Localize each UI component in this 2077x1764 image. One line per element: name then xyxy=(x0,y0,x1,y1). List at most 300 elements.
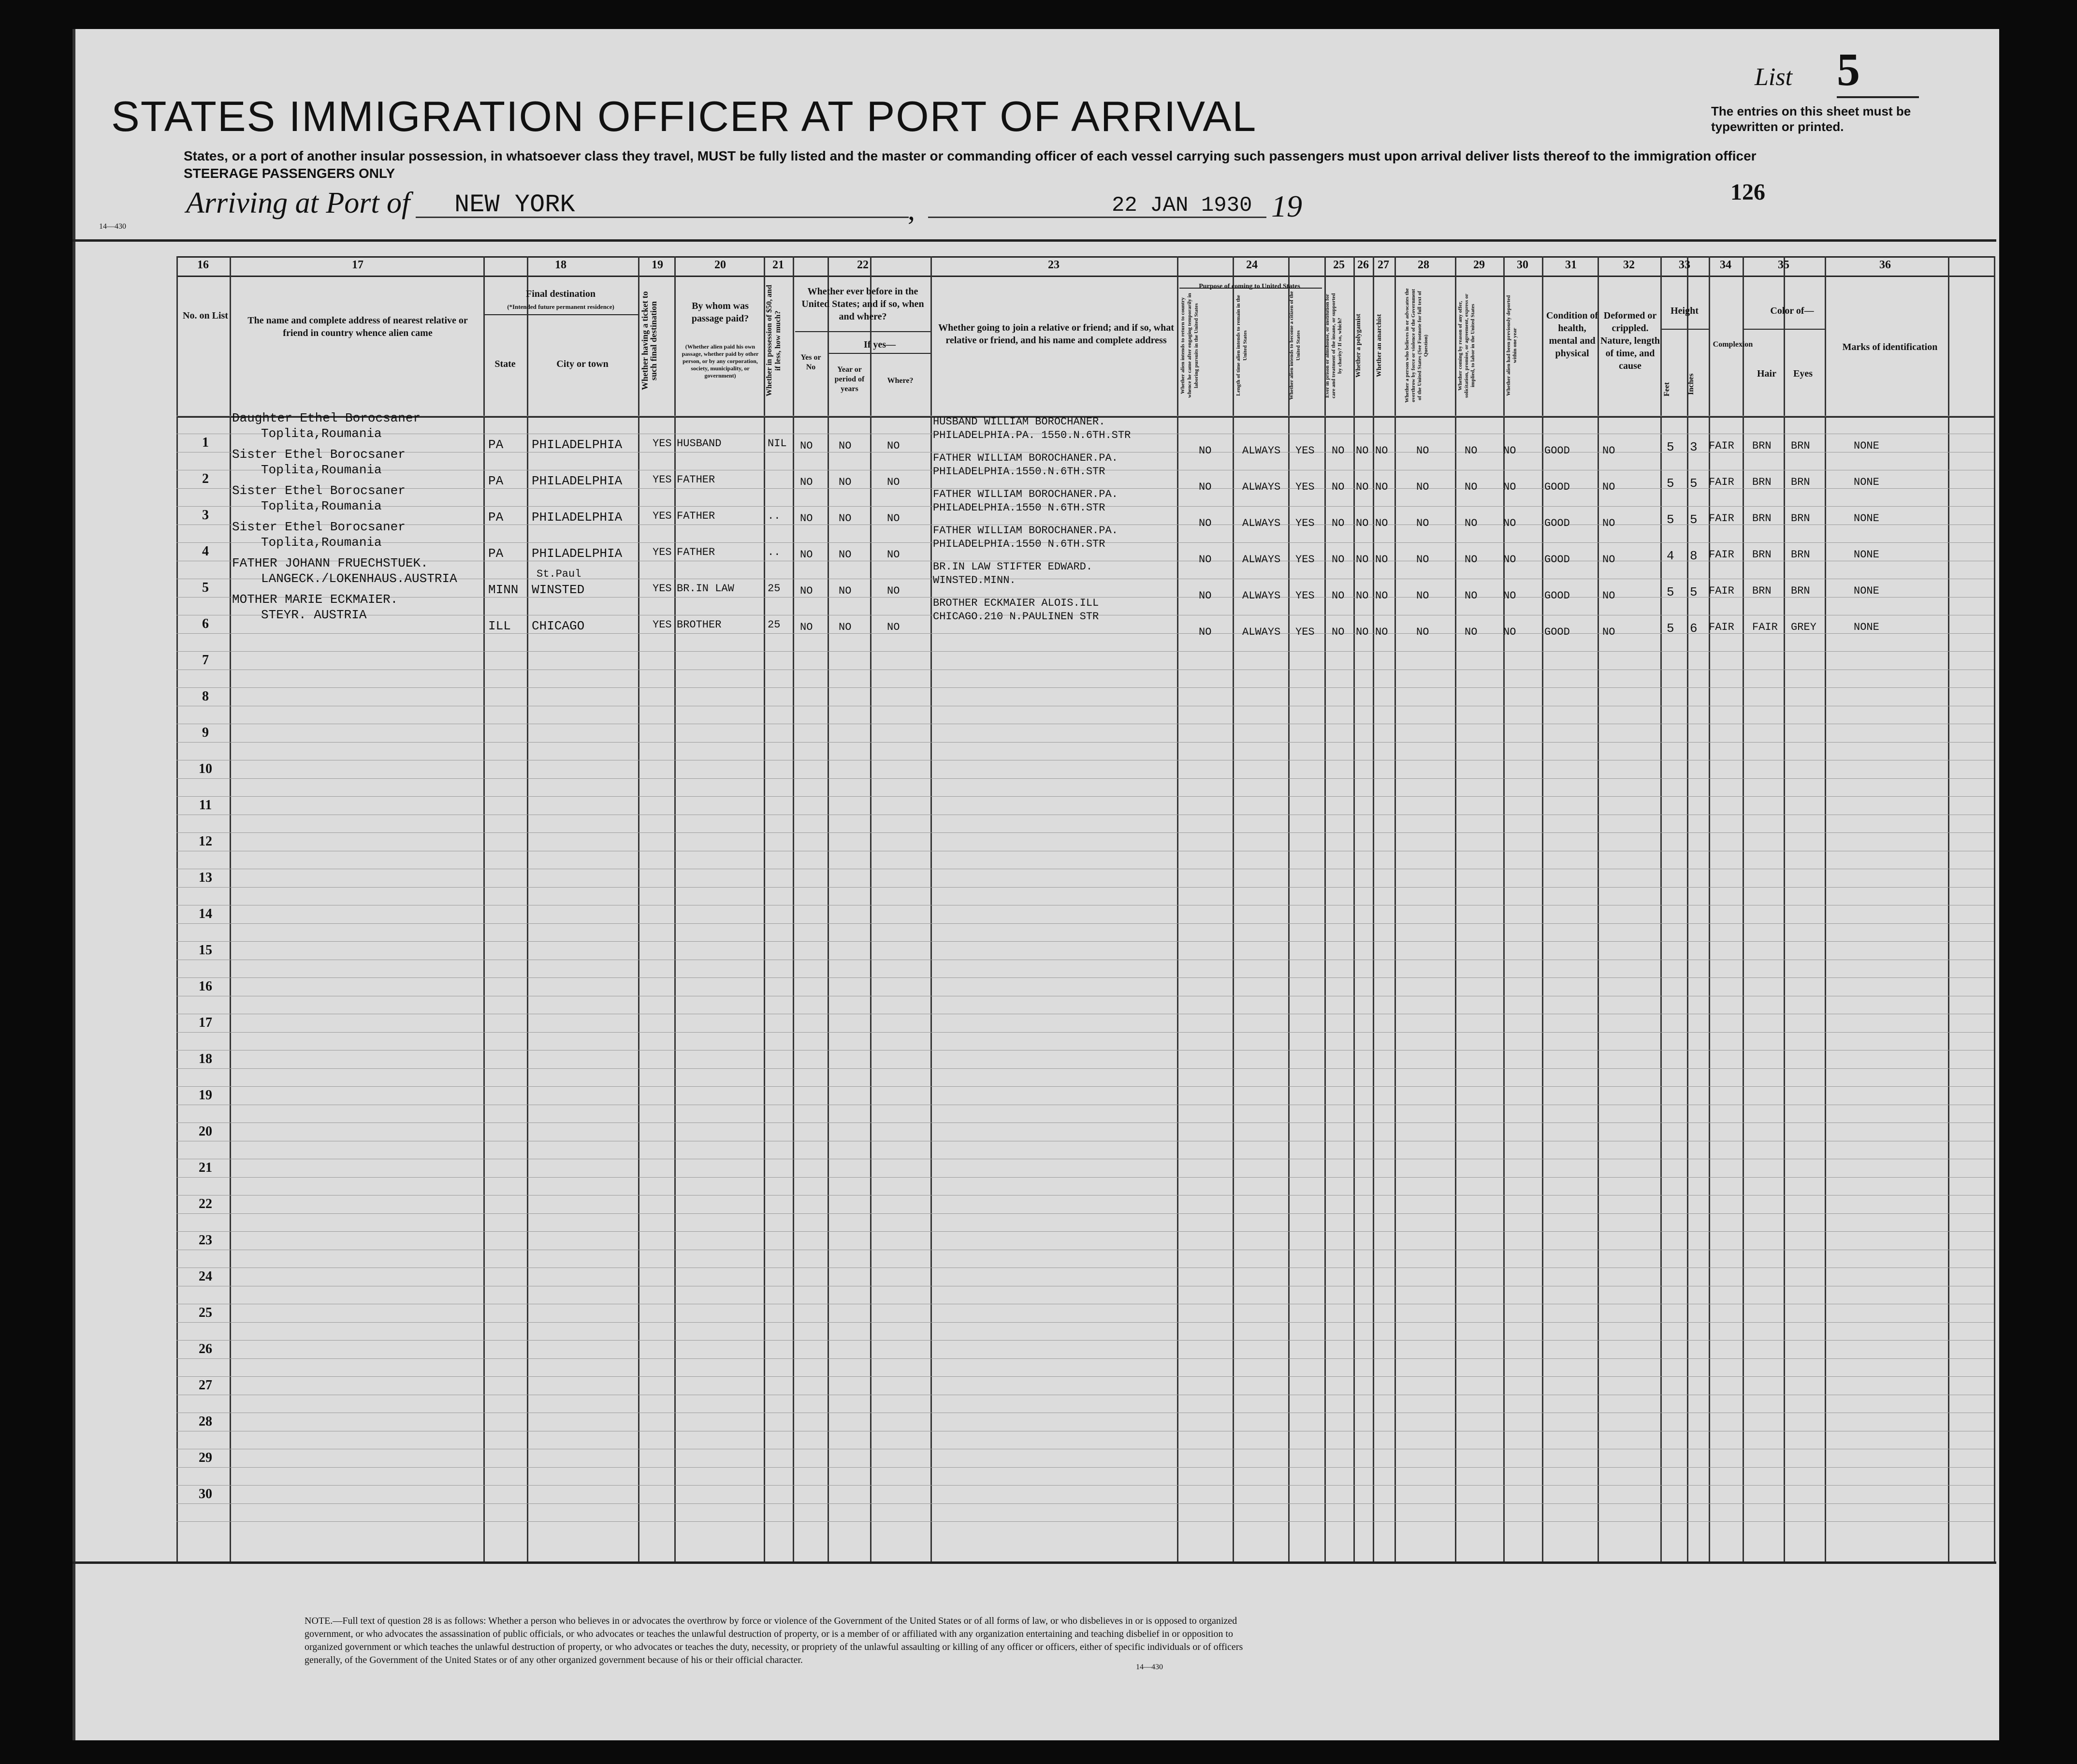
cell-before: NO xyxy=(800,476,813,488)
cell-c27: NO xyxy=(1375,554,1388,566)
cell-deformed: NO xyxy=(1602,481,1615,493)
cell-relative2: Toplita,Roumania xyxy=(261,499,382,513)
header-feet: Feet xyxy=(1663,382,1671,396)
cell-period: NO xyxy=(839,440,852,452)
cell-c29: NO xyxy=(1465,481,1478,493)
table-rule xyxy=(176,1322,1994,1323)
cell-c29: NO xyxy=(1465,517,1478,529)
cell-deformed: NO xyxy=(1602,445,1615,457)
cell-passage: FATHER xyxy=(677,546,715,558)
footnote: NOTE.—Full text of question 28 is as follows: Whether a person who believes in or advocates the overthrow by force or violence of the Government of the United States or of all forms of law, or who disbelieves in or is opposed to organized government, or who advocates the assassination of public officials, or who advocates or teaches the unlawful destruction of property, or is a member of or affiliated with any organization entertaining and teaching disbelief in or opposition to organized government or which teaches the unlawful destruction of property, or who advocates or teaches the duty, necessity, or propriety of the unlawful assaulting or killing of any officer or officers, either of specific individuals or of officers generally, of the Government of the United States or of any other organized government because of his or their official character. xyxy=(305,1616,1243,1665)
list-label: List xyxy=(1755,63,1793,91)
table-rule xyxy=(176,1358,1994,1359)
cell-eyes: BRN xyxy=(1791,440,1810,452)
cell-c24c: YES xyxy=(1295,481,1315,493)
cell-c24c: YES xyxy=(1295,445,1315,457)
cell-c29: NO xyxy=(1465,626,1478,638)
subtitle-line-2: STEERAGE PASSENGERS ONLY xyxy=(184,166,395,181)
column-number: 34 xyxy=(1720,259,1731,271)
cell-period: NO xyxy=(839,585,852,597)
table-rule xyxy=(73,239,1996,242)
column-number: 16 xyxy=(197,259,209,271)
cell-state: ILL xyxy=(488,619,511,633)
cell-c28: NO xyxy=(1416,554,1429,566)
header-color-of: Color of— xyxy=(1770,306,1814,316)
header-31: Condition of health, mental and physical xyxy=(1546,310,1598,359)
header-hair: Hair xyxy=(1757,368,1776,379)
cell-passage: HUSBAND xyxy=(677,437,722,450)
column-number: 36 xyxy=(1879,259,1891,271)
cell-c25: NO xyxy=(1332,554,1345,566)
cell-ticket: YES xyxy=(653,510,672,522)
typewritten-note: The entries on this sheet must be typewritten or printed. xyxy=(1711,104,1911,134)
header-passage: By whom was passage paid? xyxy=(691,301,749,324)
table-rule xyxy=(176,742,1994,743)
year-prefix: 19 xyxy=(1271,189,1302,223)
row-number: 24 xyxy=(199,1269,212,1284)
cell-c29: NO xyxy=(1465,590,1478,602)
cell-c24a: NO xyxy=(1199,590,1212,602)
cell-hair: BRN xyxy=(1752,440,1772,452)
cell-inches: 6 xyxy=(1690,621,1698,636)
cell-city: PHILADELPHIA xyxy=(532,437,623,452)
cell-ticket: YES xyxy=(653,474,672,486)
column-number: 27 xyxy=(1378,259,1389,271)
cell-money: 25 xyxy=(768,583,781,595)
table-rule xyxy=(1660,329,1709,330)
cell-join1: BR.IN LAW STIFTER EDWARD. xyxy=(933,561,1093,573)
cell-c24b: ALWAYS xyxy=(1242,517,1281,529)
cell-c26: NO xyxy=(1356,590,1369,602)
row-number: 11 xyxy=(199,798,212,813)
cell-hair: BRN xyxy=(1752,512,1772,525)
cell-relative1: Sister Ethel Borocsaner xyxy=(232,447,406,462)
cell-c30: NO xyxy=(1503,554,1516,566)
cell-passage: BROTHER xyxy=(677,619,722,631)
column-number: 35 xyxy=(1778,259,1789,271)
row-number: 17 xyxy=(199,1015,212,1030)
cell-c24a: NO xyxy=(1199,626,1212,638)
cell-relative1: Daughter Ethel Borocsaner xyxy=(232,411,421,425)
row-number: 14 xyxy=(199,906,212,921)
header-30: Whether alien had been previously deported within one year xyxy=(1506,295,1518,396)
table-rule xyxy=(176,1467,1994,1468)
header-city: City or town xyxy=(556,359,609,369)
manifest-sheet xyxy=(73,29,1999,1740)
row-number: 10 xyxy=(199,761,212,776)
row-number: 22 xyxy=(199,1196,212,1211)
cell-c30: NO xyxy=(1503,481,1516,493)
cell-passage: FATHER xyxy=(677,474,715,486)
row-number: 23 xyxy=(199,1233,212,1248)
cell-c28: NO xyxy=(1416,517,1429,529)
cell-relative2: Toplita,Roumania xyxy=(261,463,382,477)
table-column-rule xyxy=(1994,256,1995,1561)
cell-city-note: St.Paul xyxy=(537,568,581,580)
row-number: 3 xyxy=(202,508,209,523)
cell-health: GOOD xyxy=(1544,445,1570,457)
cell-join1: BROTHER ECKMAIER ALOIS.ILL xyxy=(933,597,1099,609)
cell-ticket: YES xyxy=(653,619,672,631)
cell-before: NO xyxy=(800,512,813,525)
header-where: Where? xyxy=(887,377,914,385)
cell-where: NO xyxy=(887,476,900,488)
cell-join2: PHILADELPHIA.PA. 1550.N.6TH.STR xyxy=(933,429,1131,441)
cell-c24c: YES xyxy=(1295,517,1315,529)
column-number: 28 xyxy=(1418,259,1429,271)
cell-feet: 5 xyxy=(1667,476,1674,491)
cell-passage: BR.IN LAW xyxy=(677,583,734,595)
header-ticket: Whether having a ticket to such final destination xyxy=(640,291,658,391)
cell-c25: NO xyxy=(1332,626,1345,638)
comma: , xyxy=(908,194,915,226)
cell-where: NO xyxy=(887,621,900,633)
cell-feet: 5 xyxy=(1667,440,1674,454)
table-rule xyxy=(176,778,1994,779)
header-24c: Whether alien intends to become a citizen of the United States xyxy=(1289,291,1301,400)
column-number: 31 xyxy=(1565,259,1577,271)
row-number: 29 xyxy=(199,1450,212,1465)
cell-c27: NO xyxy=(1375,481,1388,493)
header-before-us: Whether ever before in the United States; and if so, when and where? xyxy=(801,286,924,322)
row-number: 18 xyxy=(199,1051,212,1066)
table-rule xyxy=(176,1213,1994,1214)
header-28: Whether a person who believes in or advocates the overthrow by force or violence of the Government of the United States (See Footnote for full text of Question) xyxy=(1404,288,1429,403)
column-number: 24 xyxy=(1246,259,1258,271)
cell-where: NO xyxy=(887,440,900,452)
cell-c24b: ALWAYS xyxy=(1242,626,1281,638)
cell-eyes: BRN xyxy=(1791,476,1810,488)
cell-money: NIL xyxy=(768,437,787,450)
cell-complexion: FAIR xyxy=(1709,621,1734,633)
row-number: 19 xyxy=(199,1088,212,1103)
cell-relative1: Sister Ethel Borocsaner xyxy=(232,520,406,534)
cell-city: WINSTED xyxy=(532,583,585,597)
row-number: 30 xyxy=(199,1487,212,1502)
cell-relative2: Toplita,Roumania xyxy=(261,535,382,550)
header-25: Ever in prison or almshouse, or institution for care and treatment of the insane, or supported by charity? If so, which? xyxy=(1324,293,1343,398)
column-number: 19 xyxy=(652,259,663,271)
cell-inches: 3 xyxy=(1690,440,1698,454)
arriving-label: Arriving at Port of xyxy=(186,187,410,219)
cell-marks: NONE xyxy=(1854,621,1879,633)
column-number: 22 xyxy=(857,259,869,271)
cell-c25: NO xyxy=(1332,590,1345,602)
table-rule xyxy=(176,941,1994,942)
cell-c24a: NO xyxy=(1199,554,1212,566)
header-eyes: Eyes xyxy=(1793,368,1813,379)
cell-feet: 5 xyxy=(1667,585,1674,599)
table-rule xyxy=(176,1068,1994,1069)
cell-complexion: FAIR xyxy=(1709,585,1734,597)
header-29: Whether coming by reason of any offer, solicitation, promise, or agreement, express or implied, to labor in the United States xyxy=(1457,293,1476,398)
row-number: 28 xyxy=(199,1414,212,1429)
row-number: 27 xyxy=(199,1378,212,1393)
cell-ticket: YES xyxy=(653,437,672,450)
cell-inches: 5 xyxy=(1690,512,1698,527)
cell-eyes: BRN xyxy=(1791,585,1810,597)
cell-before: NO xyxy=(800,440,813,452)
cell-join1: FATHER WILLIAM BOROCHANER.PA. xyxy=(933,488,1118,500)
cell-marks: NONE xyxy=(1854,512,1879,525)
table-rule xyxy=(795,331,930,332)
cell-join2: PHILADELPHIA.1550.N.6TH.STR xyxy=(933,466,1105,478)
cell-money: .. xyxy=(768,510,781,522)
table-rule xyxy=(176,1376,1994,1377)
page-title: STATES IMMIGRATION OFFICER AT PORT OF ARRIVAL xyxy=(111,92,1257,140)
column-number: 33 xyxy=(1679,259,1690,271)
cell-complexion: FAIR xyxy=(1709,512,1734,525)
cell-hair: BRN xyxy=(1752,476,1772,488)
cell-c30: NO xyxy=(1503,445,1516,457)
column-number: 32 xyxy=(1623,259,1635,271)
header-24a: Whether alien intends to return to country whence he came after engaging temporarily in laboring pursuits in the United States xyxy=(1180,293,1199,398)
cell-deformed: NO xyxy=(1602,590,1615,602)
row-number: 9 xyxy=(202,725,209,740)
header-if-yes: If yes— xyxy=(863,339,896,350)
cell-before: NO xyxy=(800,549,813,561)
row-number: 20 xyxy=(199,1124,212,1139)
cell-c24a: NO xyxy=(1199,481,1212,493)
cell-c26: NO xyxy=(1356,481,1369,493)
cell-state: MINN xyxy=(488,583,519,597)
table-rule xyxy=(176,1503,1994,1504)
cell-join2: WINSTED.MINN. xyxy=(933,574,1016,586)
cell-city: CHICAGO xyxy=(532,619,585,633)
cell-state: PA xyxy=(488,474,504,488)
cell-c26: NO xyxy=(1356,517,1369,529)
row-number: 25 xyxy=(199,1305,212,1320)
cell-c24c: YES xyxy=(1295,554,1315,566)
cell-complexion: FAIR xyxy=(1709,549,1734,561)
cell-eyes: BRN xyxy=(1791,512,1810,525)
table-rule xyxy=(176,1485,1994,1486)
cell-feet: 5 xyxy=(1667,621,1674,636)
row-number: 15 xyxy=(199,943,212,958)
form-number: 14—430 xyxy=(1136,1663,1163,1671)
cell-c28: NO xyxy=(1416,626,1429,638)
cell-relative1: Sister Ethel Borocsaner xyxy=(232,483,406,498)
cell-c27: NO xyxy=(1375,626,1388,638)
cell-eyes: BRN xyxy=(1791,549,1810,561)
column-number: 30 xyxy=(1517,259,1528,271)
cell-join1: FATHER WILLIAM BOROCHANER.PA. xyxy=(933,525,1118,537)
cell-period: NO xyxy=(839,476,852,488)
header-passage-note: (Whether alien paid his own passage, whether paid by other person, or by any corporation, society, municipality, or government) xyxy=(682,343,759,379)
cell-c25: NO xyxy=(1332,445,1345,457)
cell-join1: HUSBAND WILLIAM BOROCHANER. xyxy=(933,416,1105,428)
cell-c29: NO xyxy=(1465,554,1478,566)
table-rule xyxy=(176,1086,1994,1087)
header-27: Whether an anarchist xyxy=(1376,314,1383,378)
port-value: NEW YORK xyxy=(454,190,575,219)
column-number: 29 xyxy=(1473,259,1485,271)
header-state: State xyxy=(494,359,516,369)
cell-city: PHILADELPHIA xyxy=(532,474,623,488)
table-rule xyxy=(176,977,1994,978)
header-26: Whether a polygamist xyxy=(1355,314,1362,378)
cell-health: GOOD xyxy=(1544,517,1570,529)
row-number: 5 xyxy=(202,580,209,595)
sheet-number: 126 xyxy=(1730,179,1765,205)
cell-c25: NO xyxy=(1332,481,1345,493)
cell-state: PA xyxy=(488,510,504,525)
cell-inches: 8 xyxy=(1690,549,1698,563)
table-rule xyxy=(73,1561,1996,1564)
cell-c26: NO xyxy=(1356,554,1369,566)
cell-health: GOOD xyxy=(1544,554,1570,566)
header-complexion: Complexion xyxy=(1713,340,1753,349)
table-rule xyxy=(176,633,1994,634)
cell-c24c: YES xyxy=(1295,626,1315,638)
header-final-destination-note: (*Intended future permanent residence) xyxy=(507,303,614,310)
cell-ticket: YES xyxy=(653,583,672,595)
header-yes-no: Yes or No xyxy=(800,353,821,371)
table-rule xyxy=(176,1177,1994,1178)
header-money: Whether in possession of $50, and if less, how much? xyxy=(765,285,782,397)
header-relative: The name and complete address of nearest relative or friend in country whence alien came xyxy=(247,315,468,338)
cell-c24c: YES xyxy=(1295,590,1315,602)
row-number: 6 xyxy=(202,616,209,631)
cell-ticket: YES xyxy=(653,546,672,558)
cell-c28: NO xyxy=(1416,481,1429,493)
header-join: Whether going to join a relative or friend; and if so, what relative or friend, and his name and complete address xyxy=(938,322,1174,346)
cell-relative2: Toplita,Roumania xyxy=(261,426,382,441)
cell-marks: NONE xyxy=(1854,440,1879,452)
cell-c26: NO xyxy=(1356,445,1369,457)
cell-relative2: LANGECK./LOKENHAUS.AUSTRIA xyxy=(261,571,457,586)
column-number: 17 xyxy=(352,259,363,271)
cell-passage: FATHER xyxy=(677,510,715,522)
cell-join2: PHILADELPHIA.1550 N.6TH.STR xyxy=(933,502,1105,514)
cell-marks: NONE xyxy=(1854,476,1879,488)
cell-health: GOOD xyxy=(1544,626,1570,638)
table-rule xyxy=(176,687,1994,688)
cell-before: NO xyxy=(800,585,813,597)
row-number: 21 xyxy=(199,1160,212,1175)
column-number: 20 xyxy=(714,259,726,271)
row-number: 26 xyxy=(199,1341,212,1356)
cell-period: NO xyxy=(839,621,852,633)
header-inches: Inches xyxy=(1687,373,1695,395)
cell-where: NO xyxy=(887,549,900,561)
cell-c24b: ALWAYS xyxy=(1242,481,1281,493)
table-rule xyxy=(176,796,1994,797)
cell-marks: NONE xyxy=(1854,549,1879,561)
header-purpose: Purpose of coming to United States xyxy=(1199,283,1300,290)
cell-relative1: FATHER JOHANN FRUECHSTUEK. xyxy=(232,556,428,570)
table-rule xyxy=(483,314,638,315)
row-number: 2 xyxy=(202,471,209,486)
cell-join2: CHICAGO.210 N.PAULINEN STR xyxy=(933,611,1099,623)
row-number: 13 xyxy=(199,870,212,885)
cell-hair: FAIR xyxy=(1752,621,1778,633)
row-number: 12 xyxy=(199,834,212,849)
cell-money: 25 xyxy=(768,619,781,631)
cell-c29: NO xyxy=(1465,445,1478,457)
cell-join1: FATHER WILLIAM BOROCHANER.PA. xyxy=(933,452,1118,464)
cell-deformed: NO xyxy=(1602,626,1615,638)
header-marks: Marks of identification xyxy=(1842,342,1938,352)
row-number: 16 xyxy=(199,979,212,994)
cell-c28: NO xyxy=(1416,445,1429,457)
cell-c28: NO xyxy=(1416,590,1429,602)
table-rule xyxy=(829,353,930,354)
header-period: Year or period of years xyxy=(834,365,865,393)
cell-state: PA xyxy=(488,546,504,561)
cell-deformed: NO xyxy=(1602,554,1615,566)
table-rule xyxy=(176,1340,1994,1341)
cell-state: PA xyxy=(488,437,504,452)
cell-period: NO xyxy=(839,512,852,525)
cell-city: PHILADELPHIA xyxy=(532,510,623,525)
column-number: 26 xyxy=(1357,259,1369,271)
table-rule xyxy=(176,923,1994,924)
table-rule xyxy=(176,651,1994,652)
column-number: 18 xyxy=(555,259,566,271)
form-corner-number: 14—430 xyxy=(99,222,126,231)
table-rule xyxy=(176,256,1994,258)
subtitle xyxy=(184,147,1757,182)
row-number: 1 xyxy=(202,435,209,450)
cell-c25: NO xyxy=(1332,517,1345,529)
cell-complexion: FAIR xyxy=(1709,476,1734,488)
cell-marks: NONE xyxy=(1854,585,1879,597)
cell-c30: NO xyxy=(1503,626,1516,638)
column-number: 25 xyxy=(1333,259,1345,271)
cell-period: NO xyxy=(839,549,852,561)
row-number: 4 xyxy=(202,544,209,559)
cell-city: PHILADELPHIA xyxy=(532,546,623,561)
cell-c27: NO xyxy=(1375,517,1388,529)
cell-inches: 5 xyxy=(1690,585,1698,599)
table-rule xyxy=(176,887,1994,888)
column-number: 21 xyxy=(772,259,784,271)
table-rule xyxy=(176,276,1994,277)
cell-eyes: GREY xyxy=(1791,621,1816,633)
cell-c24b: ALWAYS xyxy=(1242,445,1281,457)
cell-relative1: MOTHER MARIE ECKMAIER. xyxy=(232,592,398,607)
cell-feet: 4 xyxy=(1667,549,1674,563)
header-32: Deformed or crippled. Nature, length of time, and cause xyxy=(1600,310,1660,371)
row-number: 7 xyxy=(202,653,209,668)
cell-inches: 5 xyxy=(1690,476,1698,491)
port-underline xyxy=(416,217,909,218)
table-rule xyxy=(176,1032,1994,1033)
table-rule xyxy=(176,1521,1994,1522)
cell-health: GOOD xyxy=(1544,481,1570,493)
table-rule xyxy=(176,1231,1994,1232)
column-number: 23 xyxy=(1048,259,1060,271)
row-number: 8 xyxy=(202,689,209,704)
cell-money: .. xyxy=(768,546,781,558)
arrival-date: 22 JAN 1930 xyxy=(1112,193,1252,218)
cell-c24a: NO xyxy=(1199,445,1212,457)
cell-c24b: ALWAYS xyxy=(1242,554,1281,566)
header-final-destination: Final destination xyxy=(526,289,596,299)
header-height: Height xyxy=(1670,306,1699,316)
cell-hair: BRN xyxy=(1752,549,1772,561)
cell-c24a: NO xyxy=(1199,517,1212,529)
cell-relative2: STEYR. AUSTRIA xyxy=(261,608,367,622)
cell-before: NO xyxy=(800,621,813,633)
cell-feet: 5 xyxy=(1667,512,1674,527)
table-rule xyxy=(176,832,1994,833)
date-underline xyxy=(928,217,1266,218)
subtitle-line-1: States, or a port of another insular possession, in whatsoever class they travel, MUST be fully listed and the master or commanding officer of each vessel carrying such passengers must upon arrival deliver lists thereof to the immigration officer xyxy=(184,148,1757,163)
cell-c27: NO xyxy=(1375,590,1388,602)
list-number: 5 xyxy=(1837,43,1919,98)
